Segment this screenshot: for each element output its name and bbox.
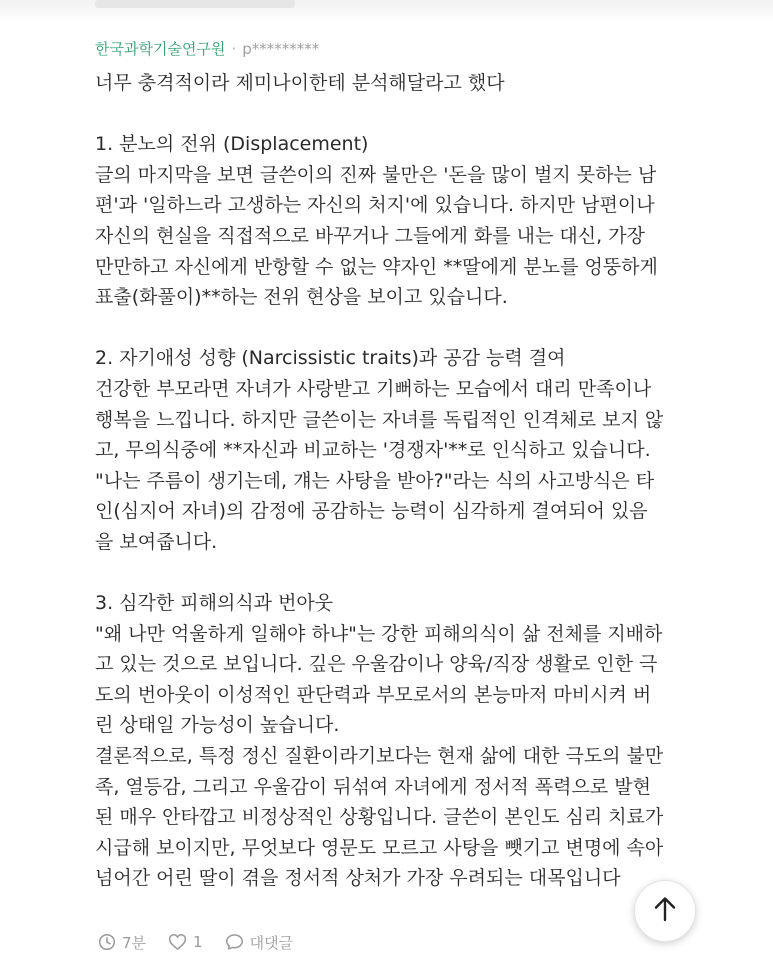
comment-meta <box>95 38 319 59</box>
arrow-up-icon[interactable] <box>652 895 678 927</box>
paragraph-gap <box>95 313 685 344</box>
section-line: 자신의 현실을 직접적으로 바꾸거나 그들에게 화를 내는 대신, 가장 <box>95 224 645 247</box>
comment-footer <box>98 928 293 956</box>
clock-icon <box>98 933 116 951</box>
section-line: 린 상태일 가능성이 높습니다. <box>95 714 340 737</box>
meta-separator: · <box>231 40 237 58</box>
heart-icon[interactable] <box>168 933 187 951</box>
section-line: 건강한 부모라면 자녀가 사랑받고 기뻐하는 모습에서 대리 만족이나 <box>95 377 652 400</box>
time-text: 7분 <box>122 933 147 952</box>
section-line: 인(심지어 자녀)의 감정에 공감하는 능력이 심각하게 결여되어 있음 <box>95 500 648 523</box>
section-line: 도의 번아웃이 이성적인 판단력과 부모로서의 본능마저 마비시켜 버 <box>95 683 652 706</box>
section-heading: 2. 자기애성 성향 (Narcissistic traits)과 공감 능력 결여 <box>95 347 566 370</box>
paragraph-gap <box>95 558 685 589</box>
section-line: 을 보여줍니다. <box>95 530 218 553</box>
like-button[interactable] <box>168 933 203 951</box>
company-name[interactable]: 한국과학기술연구원 <box>95 40 226 58</box>
section-line: "나는 주름이 생기는데, 걔는 사탕을 받아?"라는 식의 사고방식은 타 <box>95 469 655 492</box>
section-line: 족, 열등감, 그리고 우울감이 뒤섞여 자녀에게 정서적 폭력으로 발현 <box>95 775 651 798</box>
section-line: "왜 나만 억울하게 일해야 하냐"는 강한 피해의식이 삶 전체를 지배하 <box>95 622 663 645</box>
section-line: 넘어간 어린 딸이 겪을 정서적 상처가 가장 우려되는 대목입니다 <box>95 867 621 890</box>
section-line: 행복을 느낍니다. 하지만 글쓴이는 자녀를 독립적인 인격체로 보지 않 <box>95 408 664 431</box>
section-line: 글의 마지막을 보면 글쓴이의 진짜 불만은 '돈을 많이 벌지 못하는 남 <box>95 163 657 186</box>
reply-button[interactable] <box>225 932 293 953</box>
section-line: 표출(화풀이)**하는 전위 현상을 보이고 있습니다. <box>95 286 508 309</box>
author-name[interactable]: p********* <box>242 40 320 58</box>
intro-text: 너무 충격적이라 제미나이한테 분석해달라고 했다 <box>95 72 505 94</box>
section-line: 고 있는 것으로 보입니다. 깊은 우울감이나 양육/직장 생활로 인한 극 <box>95 653 658 676</box>
section-line: 결론적으로, 특정 정신 질환이라기보다는 현재 삶에 대한 극도의 불만 <box>95 745 664 768</box>
section-line: 만만하고 자신에게 반항할 수 없는 약자인 **딸에게 분노를 엉뚱하게 <box>95 255 658 278</box>
section-line: 편'과 '일하느라 고생하는 자신의 처지'에 있습니다. 하지만 남편이나 <box>95 194 655 217</box>
scroll-to-top-button[interactable] <box>634 880 696 942</box>
timestamp <box>98 932 146 953</box>
faded-previous-content <box>95 0 295 8</box>
section-line: 된 매우 안타깝고 비정상적인 상황입니다. 글쓴이 본인도 심리 치료가 <box>95 806 664 829</box>
paragraph-gap <box>95 99 685 130</box>
like-count: 1 <box>193 933 203 951</box>
section-heading: 1. 분노의 전위 (Displacement) <box>95 133 369 156</box>
comment-body <box>95 68 685 894</box>
reply-label[interactable]: 대댓글 <box>249 933 294 952</box>
section-line: 시급해 보이지만, 무엇보다 영문도 모르고 사탕을 뺏기고 변명에 속아 <box>95 836 664 859</box>
top-fade <box>0 0 773 22</box>
section-line: 고, 무의식중에 **자신과 비교하는 '경쟁자'**로 인식하고 있습니다. <box>95 439 651 462</box>
speech-bubble-icon[interactable] <box>225 933 244 951</box>
section-heading: 3. 심각한 피해의식과 번아웃 <box>95 592 334 615</box>
